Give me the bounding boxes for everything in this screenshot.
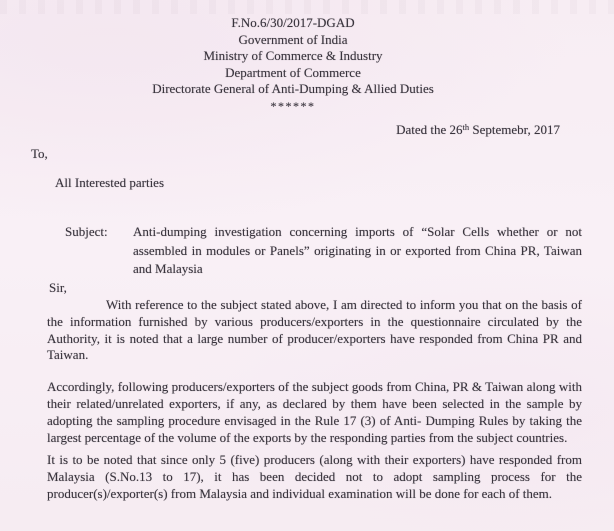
body-paragraph-3: It is to be noted that since only 5 (five) producers (along with their exporters) have responded from Malaysia (S.No.13 to 17), it has been decided not to adopt sampling process for the producer(s)/exporter(s) from Malaysia and individual examination will be done for each of them. (47, 452, 582, 501)
date-suffix: Septemebr, 2017 (469, 122, 560, 137)
org-line-government: Government of India (238, 31, 348, 47)
date-ordinal-superscript: th (462, 122, 470, 132)
date-line (0, 122, 560, 138)
subject-label: Subject: (65, 224, 108, 239)
subject-text: Anti-dumping investigation concerning imports of “Solar Cells whether or not assembled in modules or Panels” originating in or exported from China PR, Taiwan and Malaysia (133, 224, 582, 276)
org-line-ministry: Ministry of Commerce & Industry (203, 48, 383, 64)
to-label: To, (31, 146, 48, 161)
date-prefix: Dated the 26 (396, 122, 463, 137)
file-number: F.No.6/30/2017-DGAD (231, 15, 355, 30)
subject-block (65, 223, 582, 279)
scan-noise-band (0, 0, 614, 14)
addressee: All Interested parties (55, 175, 165, 190)
body-paragraph-1: With reference to the subject stated above, I am directed to inform you that on the basis of the information furnished by various producers/exporters in the questionnaire circulated by the Authority, it is noted that a large number of producer/exporters have responded from China PR and Taiwan. (47, 297, 582, 363)
org-line-directorate: Directorate General of Anti-Dumping & Allied Duties (152, 81, 434, 97)
separator-stars: ****** (270, 98, 316, 113)
salutation: Sir, (49, 280, 67, 295)
letter-body (47, 297, 582, 503)
body-paragraph-2: Accordingly, following producers/exporters of the subject goods from China, PR & Taiwan along with their related/unrelated exporters, if any, as declared by them have been selected in the sample by adopting the sampling procedure envisaged in the Rule 17 (3) of Anti- Dumping Rules by taking the largest percentage of the volume of the exports by the responding parties from the subject countries. (47, 379, 582, 445)
org-line-department: Department of Commerce (225, 64, 361, 80)
letterhead (0, 15, 586, 115)
